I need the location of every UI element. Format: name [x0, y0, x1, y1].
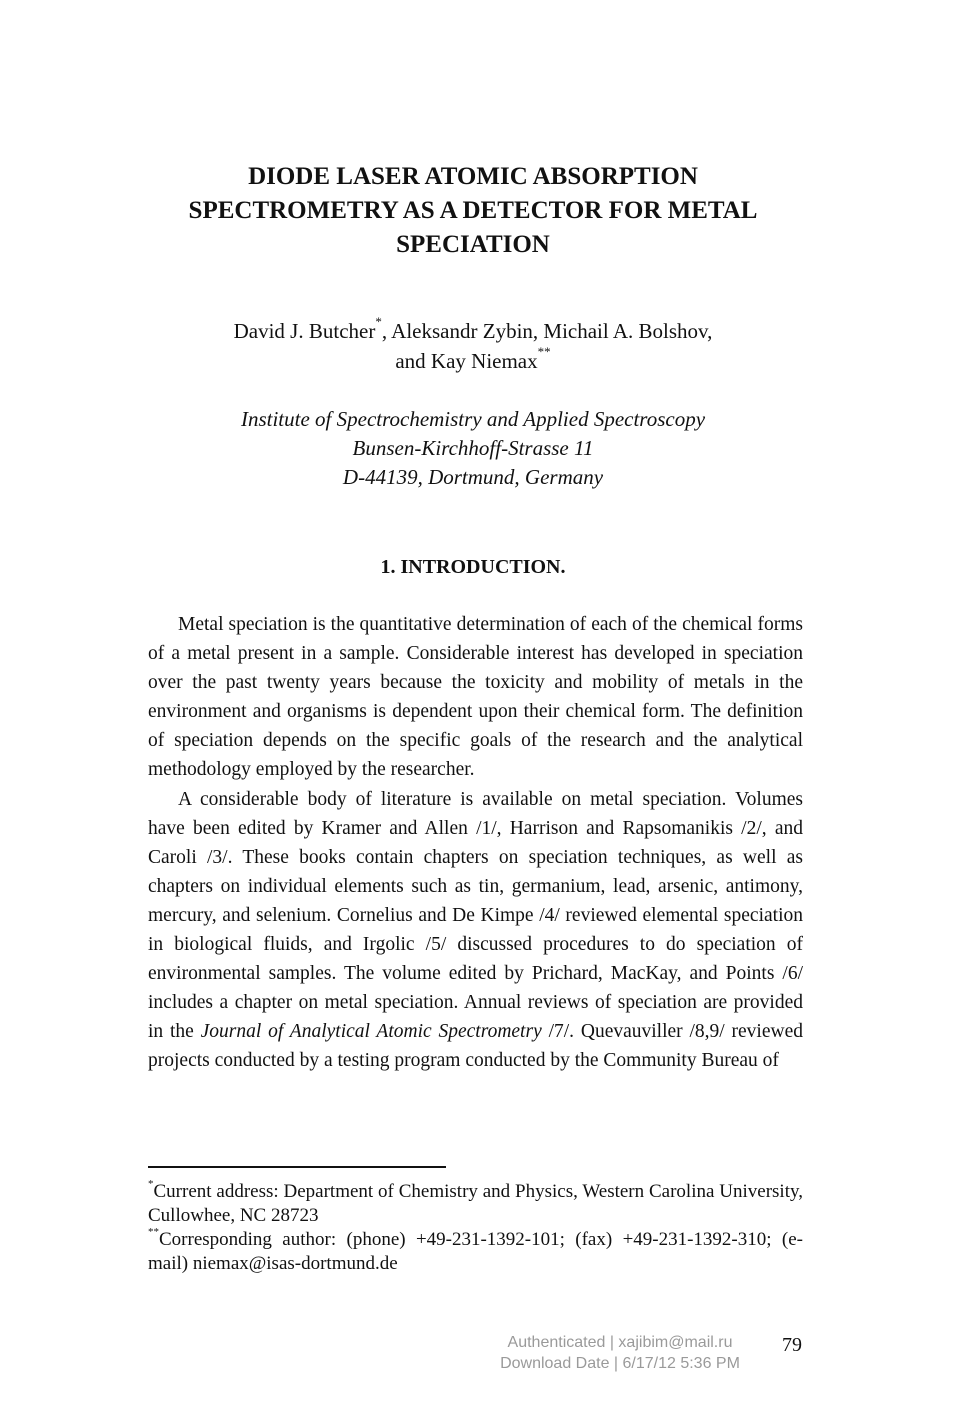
affiliation-line: Bunsen-Kirchhoff-Strasse 11: [352, 436, 594, 460]
footnote: [148, 1177, 803, 1228]
paragraph: [148, 785, 803, 1076]
title-line: SPECIATION: [396, 231, 550, 258]
footnotes: [148, 1177, 803, 1276]
footnote-marker: **: [148, 1225, 159, 1238]
download-watermark: [470, 1332, 770, 1374]
author-list: [150, 316, 796, 376]
watermark-line: Authenticated | xajibim@mail.ru: [507, 1334, 733, 1351]
paragraph-text: A considerable body of literature is available on metal speciation. Volumes have been edited by Kramer and Allen /1/, Harrison and Rapsomanikis /2/, and Caroli /3/. These books contain chapters on speciation techniques, as well as chapters on individual elements such as tin, germanium, lead, arsenic, antimony, mercury, and selenium. Cornelius and De Kimpe /4/ reviewed elemental speciation in biological fluids, and Irgolic /5/ discussed procedures to do speciation of environmental samples. The volume edited by Prichard, MacKay, and Points /6/ includes a chapter on metal speciation. Annual reviews of speciation are provided in the: [148, 788, 803, 1043]
title-line: SPECTROMETRY AS A DETECTOR FOR METAL: [188, 197, 758, 224]
affiliation: [150, 405, 796, 492]
body-text: [148, 610, 803, 1076]
footnote-text: Current address: Department of Chemistry and Physics, Western Carolina University, Cullowhee, NC 28723: [148, 1181, 803, 1226]
author-text: , Aleksandr Zybin, Michail A. Bolshov,: [381, 319, 713, 343]
author-text: David J. Butcher: [233, 319, 376, 343]
journal-name: Journal of Analytical Atomic Spectrometry: [200, 1021, 542, 1043]
affiliation-line: D-44139, Dortmund, Germany: [342, 465, 604, 489]
author-text: and Kay Niemax: [395, 349, 538, 373]
title-line: DIODE LASER ATOMIC ABSORPTION: [248, 163, 698, 190]
footnote-marker: *: [375, 314, 382, 329]
footnote-text: Corresponding author: (phone) +49-231-1392-101; (fax) +49-231-1392-310; (e-mail) niemax@isas-dortmund.de: [148, 1229, 803, 1274]
watermark-line: Download Date | 6/17/12 5:36 PM: [500, 1355, 740, 1372]
affiliation-line: Institute of Spectrochemistry and Applied Spectroscopy: [240, 407, 706, 431]
paper-title: [150, 160, 796, 262]
paragraph-text: /7/. Quevauviller /8,9/ reviewed projects conducted by a testing program conducted by the Community Bureau of: [148, 1021, 803, 1072]
footnote-marker: *: [148, 1177, 154, 1190]
footnote-marker: **: [537, 344, 551, 359]
section-heading: 1. INTRODUCTION.: [380, 556, 566, 578]
footnote: [148, 1225, 803, 1276]
paragraph: Metal speciation is the quantitative determination of each of the chemical forms of a metal present in a sample. Considerable interest has developed in speciation over the past twenty years because the toxicity and mobility of metals in the environment and organisms is dependent upon their chemical form. The definition of speciation depends on the specific goals of the research and the analytical methodology employed by the researcher.: [148, 614, 803, 781]
footnote-divider: [148, 1166, 446, 1168]
page-number: 79: [782, 1334, 802, 1356]
